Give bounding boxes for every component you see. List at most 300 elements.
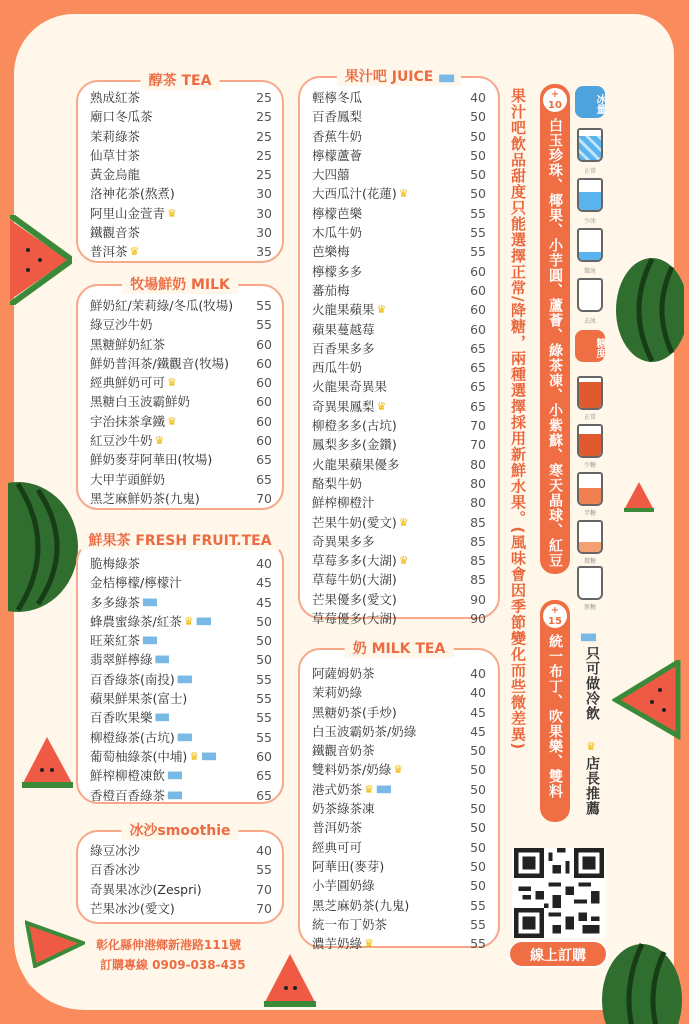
menu-item	[90, 631, 272, 650]
menu-item-price: 45	[256, 575, 272, 591]
sugar-half-cup	[577, 472, 603, 506]
menu-item-label: 翡翠鮮檸綠	[90, 652, 153, 668]
menu-item-label: 百香鳳梨	[312, 109, 363, 125]
menu-item-name	[90, 146, 140, 165]
menu-item-name	[312, 760, 403, 779]
menu-item-label: 火龍果蘋果優多	[312, 456, 400, 472]
menu-item-name	[90, 573, 182, 592]
menu-item-label: 香橙百香綠茶	[90, 787, 166, 803]
menu-item-price: 60	[470, 302, 486, 318]
menu-item	[90, 184, 272, 203]
menu-item-name	[312, 146, 362, 165]
menu-item-price: 50	[470, 167, 486, 183]
crown-icon: ♛	[376, 399, 387, 413]
menu-item-label: 奶茶綠茶凍	[312, 801, 375, 817]
menu-item-label: 白玉波霸奶茶/奶綠	[312, 723, 417, 739]
menu-item-label: 火龍果奇異果	[312, 379, 388, 395]
menu-item	[312, 551, 486, 570]
juice-section	[298, 69, 500, 627]
menu-item-price: 60	[470, 282, 486, 298]
menu-item-price: 85	[470, 533, 486, 549]
menu-item-price: 70	[470, 437, 486, 453]
menu-item-label: 鐵觀音茶	[90, 225, 141, 241]
menu-item-name	[90, 315, 153, 334]
menu-item-price: 30	[256, 225, 272, 241]
menu-item	[90, 899, 272, 918]
menu-item-price: 60	[256, 355, 272, 371]
menu-item-label: 百香冰沙	[90, 862, 141, 878]
menu-item-price: 70	[256, 900, 272, 916]
watermelon-icon	[20, 735, 75, 790]
menu-item-label: 熟成紅茶	[90, 90, 141, 105]
menu-item-price: 80	[470, 495, 486, 511]
menu-item-price: 80	[470, 456, 486, 472]
menu-item-price: 55	[470, 205, 486, 221]
menu-item-price: 65	[470, 360, 486, 376]
crown-icon: ♛	[364, 782, 374, 796]
menu-item-name	[90, 431, 164, 450]
menu-item-label: 洛神花茶(熬煮)	[90, 186, 175, 202]
menu-item-name	[312, 416, 397, 435]
menu-item-label: 港式奶茶	[312, 781, 363, 797]
menu-item-name	[90, 786, 182, 805]
ice-cube-icon: ■■	[154, 712, 170, 724]
fruit-tea-section	[76, 533, 284, 804]
menu-item-name	[90, 728, 192, 747]
menu-item-label: 柳橙綠茶(古坑)	[90, 729, 175, 745]
menu-item-name	[90, 631, 157, 650]
menu-item-label: 芒果冰沙(愛文)	[90, 900, 175, 916]
cold-only-note: ■■ 只可做冷飲	[580, 632, 600, 721]
watermelon-icon	[612, 660, 682, 740]
store-address: 彰化縣伸港鄉新港路111號	[96, 938, 242, 952]
menu-item-price: 40	[470, 666, 486, 681]
menu-item	[90, 107, 272, 126]
menu-item-label: 鮮榨柳橙汁	[312, 495, 375, 511]
menu-item-label: 奇異果冰沙(Zespri)	[90, 881, 202, 897]
recommend-note: ♛ 店長推薦	[584, 740, 600, 816]
menu-item-label: 廟口冬瓜茶	[90, 109, 153, 125]
menu-item-name	[90, 223, 140, 242]
menu-item	[312, 88, 486, 107]
ice-cube-icon: ■■	[201, 750, 217, 762]
menu-item	[312, 474, 486, 493]
menu-item-name	[312, 741, 375, 760]
menu-item-price: 60	[256, 748, 272, 764]
menu-item	[312, 184, 486, 203]
crown-icon: ♛	[167, 376, 177, 390]
menu-item-label: 大西瓜汁(花蓮)	[312, 186, 397, 202]
menu-item-price: 60	[256, 336, 272, 352]
menu-item	[90, 612, 272, 631]
menu-item-name	[90, 354, 229, 373]
sugar-less-label: 少糖	[583, 462, 596, 469]
menu-item-name	[90, 841, 140, 860]
tea-section	[76, 73, 284, 263]
menu-item	[312, 127, 486, 146]
menu-item-price: 50	[256, 633, 272, 649]
menu-item-price: 25	[256, 167, 272, 183]
menu-item	[90, 689, 272, 708]
menu-item-name	[90, 296, 233, 315]
addon-15-panel	[540, 600, 570, 822]
menu-item	[312, 934, 486, 953]
menu-item-label: 奇異果鳳梨	[312, 398, 375, 414]
menu-item	[312, 609, 486, 628]
menu-item-name	[312, 838, 362, 857]
menu-item-label: 草莓牛奶(大湖)	[312, 572, 397, 588]
menu-item-name	[312, 513, 409, 532]
menu-item-price: 55	[256, 298, 272, 313]
menu-item-price: 55	[256, 317, 272, 333]
menu-item-name	[90, 392, 190, 411]
ice-cube-icon: ■■	[167, 789, 182, 801]
menu-item-name	[90, 670, 192, 689]
menu-item-price: 50	[470, 781, 486, 797]
menu-item-price: 45	[470, 704, 486, 720]
menu-item-price: 60	[256, 375, 272, 391]
menu-item-label: 黑糖鮮奶紅茶	[90, 336, 166, 352]
menu-item	[312, 339, 486, 358]
ice-cube-icon: ■■	[142, 635, 157, 647]
ice-normal-label: 正常	[583, 168, 596, 175]
crown-icon: ♛	[189, 749, 200, 763]
menu-item	[90, 88, 272, 107]
menu-item-name	[90, 165, 140, 184]
menu-item-name	[90, 554, 140, 573]
menu-item-label: 普洱奶茶	[312, 820, 363, 836]
menu-item-price: 60	[470, 321, 486, 337]
menu-item	[312, 262, 486, 281]
menu-item-name	[90, 489, 200, 508]
ice-cube-icon: ■■	[438, 73, 454, 84]
smoothie-section	[76, 823, 284, 924]
menu-item-name	[312, 780, 391, 799]
menu-item-label: 輕檸冬瓜	[312, 90, 363, 105]
crown-icon: ♛	[393, 763, 404, 777]
menu-item-label: 芒果優多(愛文)	[312, 591, 397, 607]
menu-item-price: 25	[256, 90, 272, 105]
menu-item-label: 大甲芋頭鮮奶	[90, 471, 166, 487]
sugar-little-cup	[577, 520, 603, 554]
menu-item-name	[312, 493, 375, 512]
ice-less-label: 少冰	[583, 218, 596, 225]
menu-item-price: 65	[256, 768, 272, 784]
crown-icon: ♛	[129, 245, 140, 259]
menu-item	[312, 532, 486, 551]
menu-item-label: 經典可可	[312, 839, 363, 855]
menu-item-price: 50	[470, 743, 486, 759]
sugar-little-label: 微糖	[583, 558, 596, 565]
menu-item-name	[90, 880, 202, 899]
sugar-none-label: 無糖	[583, 604, 596, 611]
menu-item-price: 65	[470, 340, 486, 356]
crown-icon: ♛	[376, 303, 387, 317]
menu-item	[312, 838, 486, 857]
menu-item-name	[90, 650, 169, 669]
menu-item-label: 雙料奶茶/奶綠	[312, 762, 392, 778]
ice-cube-icon: ■■	[154, 654, 170, 666]
menu-item-name	[312, 896, 409, 915]
menu-item-name	[90, 127, 140, 146]
ice-normal-cup	[577, 128, 603, 162]
menu-item-price: 55	[256, 710, 272, 726]
menu-item	[90, 392, 272, 411]
menu-item	[90, 127, 272, 146]
menu-item-name	[90, 612, 211, 631]
fruit-tea-section-title: 鮮果茶 FRESH FRUIT.TEA	[80, 530, 279, 550]
menu-item-price: 50	[470, 128, 486, 144]
menu-item	[312, 722, 486, 741]
menu-item-name	[312, 683, 362, 702]
menu-item-label: 蘋果鮮果茶(富士)	[90, 691, 188, 707]
menu-item-name	[312, 551, 409, 570]
qr-code[interactable]	[512, 848, 606, 938]
menu-item-label: 旺萊紅茶	[90, 633, 141, 649]
menu-item-name	[312, 722, 416, 741]
menu-item-label: 酪梨牛奶	[312, 475, 363, 491]
menu-item	[312, 455, 486, 474]
menu-item-price: 40	[470, 685, 486, 701]
menu-item-price: 60	[256, 433, 272, 449]
menu-item-name	[312, 590, 397, 609]
menu-item-price: 55	[470, 916, 486, 932]
menu-item-price: 50	[470, 839, 486, 855]
menu-item	[90, 242, 272, 261]
menu-item	[90, 841, 272, 860]
menu-item-name	[90, 242, 139, 261]
addon-10-badge: + 10	[543, 88, 567, 112]
menu-item-label: 鮮奶紅/茉莉綠/冬瓜(牧場)	[90, 298, 234, 313]
menu-item-label: 奇異果多多	[312, 533, 375, 549]
menu-item	[312, 780, 486, 799]
menu-item-label: 脆梅綠茶	[90, 556, 141, 571]
watermelon-icon	[25, 918, 85, 968]
menu-item-name	[90, 689, 187, 708]
menu-item-name	[90, 335, 165, 354]
menu-item-name	[312, 664, 375, 683]
menu-item	[312, 590, 486, 609]
menu-item	[90, 165, 272, 184]
menu-item-name	[90, 450, 212, 469]
menu-item-price: 50	[470, 762, 486, 778]
menu-item-label: 綠豆沙牛奶	[90, 317, 153, 333]
menu-item-price: 50	[470, 858, 486, 874]
menu-item	[312, 570, 486, 589]
sugar-normal-label: 正常	[583, 414, 596, 421]
crown-icon: ♛	[364, 937, 374, 951]
menu-item	[90, 766, 272, 785]
menu-item	[90, 470, 272, 489]
menu-item-name	[312, 857, 384, 876]
crown-icon: ♛	[586, 740, 596, 753]
menu-item	[312, 377, 486, 396]
menu-item-label: 鮮奶麥芽阿華田(牧場)	[90, 452, 213, 468]
menu-item-label: 西瓜牛奶	[312, 360, 363, 376]
menu-item-price: 50	[470, 109, 486, 125]
menu-item-price: 65	[256, 787, 272, 803]
menu-item-price: 80	[470, 475, 486, 491]
menu-item-price: 25	[256, 128, 272, 144]
menu-item	[90, 554, 272, 573]
menu-item-name	[312, 915, 387, 934]
menu-item	[312, 300, 486, 319]
crown-icon: ♛	[167, 414, 177, 428]
menu-item-price: 60	[256, 413, 272, 429]
ice-none-label: 去冰	[583, 318, 596, 325]
fruit-tea-items	[90, 554, 272, 805]
sugar-normal-cup	[577, 376, 603, 410]
menu-item-label: 鐵觀音奶茶	[312, 743, 375, 759]
addon-10-panel	[540, 84, 570, 574]
ice-cube-icon: ■■	[195, 615, 211, 627]
menu-item-name	[312, 876, 375, 895]
crown-icon: ♛	[398, 515, 409, 529]
watermelon-icon	[622, 480, 656, 514]
menu-item	[312, 320, 486, 339]
juice-items	[312, 88, 486, 628]
milk-tea-section	[298, 641, 500, 952]
menu-item-name	[312, 127, 362, 146]
watermelon-icon	[612, 255, 684, 365]
menu-item	[312, 204, 486, 223]
menu-item-label: 百香綠茶(南投)	[90, 671, 175, 687]
ice-little-cup	[577, 228, 603, 262]
milk-tea-items	[312, 664, 486, 953]
menu-item	[312, 799, 486, 818]
menu-item	[90, 786, 272, 805]
ice-less-cup	[577, 178, 603, 212]
menu-item-label: 蘋果蔓越莓	[312, 321, 375, 337]
milk-section-title: 牧場鮮奶 MILK	[122, 274, 238, 294]
menu-item-price: 30	[256, 186, 272, 202]
smoothie-section-title: 冰沙smoothie	[121, 820, 238, 840]
menu-item-label: 香蕉牛奶	[312, 128, 363, 144]
menu-item	[90, 489, 272, 508]
menu-item-name	[312, 532, 375, 551]
menu-item	[312, 760, 486, 779]
menu-item	[312, 358, 486, 377]
order-online-button[interactable]: 線上訂購	[508, 940, 608, 968]
menu-item	[312, 876, 486, 895]
menu-item	[312, 397, 486, 416]
menu-item-label: 綠豆冰沙	[90, 843, 141, 858]
ice-cube-icon: ■■	[176, 731, 192, 743]
menu-item	[312, 513, 486, 532]
menu-item	[312, 242, 486, 261]
ice-cube-icon: ■■	[167, 770, 182, 782]
ice-little-label: 微冰	[583, 268, 596, 275]
milk-section	[76, 277, 284, 510]
menu-item-price: 85	[470, 553, 486, 569]
menu-item-name	[312, 184, 409, 203]
menu-item-name	[312, 799, 375, 818]
menu-item-label: 蕃茄梅	[312, 282, 350, 298]
menu-item-price: 55	[470, 936, 486, 952]
menu-item-price: 55	[256, 671, 272, 687]
crown-icon: ♛	[398, 554, 409, 568]
menu-item	[312, 741, 486, 760]
menu-item-label: 葡萄柚綠茶(中埔)	[90, 748, 188, 764]
menu-item	[312, 818, 486, 837]
menu-item-label: 黑糖奶茶(手炒)	[312, 704, 397, 720]
menu-item	[90, 573, 272, 592]
menu-item	[312, 223, 486, 242]
menu-item	[312, 416, 486, 435]
menu-item-name	[312, 609, 397, 628]
menu-item-price: 55	[256, 729, 272, 745]
crown-icon: ♛	[183, 614, 194, 628]
menu-item	[312, 915, 486, 934]
menu-item	[90, 315, 272, 334]
menu-item-label: 黑糖白玉波霸鮮奶	[90, 394, 191, 410]
menu-item	[90, 412, 272, 431]
menu-item-price: 35	[256, 244, 272, 260]
ice-none-cup	[577, 278, 603, 312]
menu-item-label: 木瓜牛奶	[312, 225, 363, 241]
menu-item-name	[90, 184, 175, 203]
menu-item-price: 50	[256, 652, 272, 668]
menu-item	[312, 107, 486, 126]
menu-item-price: 55	[256, 691, 272, 707]
menu-item-label: 黑芝麻鮮奶茶(九鬼)	[90, 490, 200, 506]
milk-items	[90, 296, 272, 508]
menu-item-price: 65	[256, 471, 272, 487]
menu-item-price: 25	[256, 109, 272, 125]
menu-item-label: 仙草甘茶	[90, 147, 141, 163]
menu-item	[90, 708, 272, 727]
tea-items	[90, 88, 272, 262]
addon-15-list: 統一布丁、吹果樂、雙料	[547, 634, 563, 799]
menu-item-name	[90, 860, 140, 879]
sugar-level-title: 糖度	[575, 330, 605, 362]
menu-item	[90, 223, 272, 242]
menu-item-label: 金桔檸檬/檸檬汁	[90, 575, 182, 591]
menu-item	[312, 165, 486, 184]
watermelon-icon	[8, 480, 78, 615]
menu-item-price: 50	[470, 878, 486, 894]
menu-item	[90, 747, 272, 766]
menu-item-label: 阿薩姆奶茶	[312, 666, 375, 681]
menu-item	[90, 860, 272, 879]
menu-item-price: 50	[470, 801, 486, 817]
menu-item-name	[90, 766, 182, 785]
menu-item-name	[312, 300, 386, 319]
menu-item	[312, 146, 486, 165]
menu-item	[90, 670, 272, 689]
ice-cube-icon: ■■	[580, 632, 595, 643]
menu-item-price: 60	[256, 394, 272, 410]
menu-item	[90, 354, 272, 373]
menu-item-name	[90, 899, 175, 918]
menu-item-label: 蜂農蜜綠茶/紅茶	[90, 613, 182, 629]
menu-item-label: 檸檬芭樂	[312, 205, 363, 221]
menu-item-label: 鳳梨多多(金鑽)	[312, 437, 397, 453]
menu-item-label: 百香吹果樂	[90, 710, 153, 726]
menu-item-price: 70	[256, 881, 272, 897]
menu-item	[312, 664, 486, 683]
menu-item	[90, 204, 272, 223]
sugar-half-label: 半糖	[583, 510, 596, 517]
menu-item	[312, 493, 486, 512]
menu-item-label: 芒果牛奶(愛文)	[312, 514, 397, 530]
menu-item	[312, 896, 486, 915]
menu-item	[90, 296, 272, 315]
menu-item-price: 40	[256, 556, 272, 571]
menu-item-label: 紅豆沙牛奶	[90, 433, 153, 449]
ice-cube-icon: ■■	[142, 596, 157, 608]
menu-item-price: 70	[470, 418, 486, 434]
